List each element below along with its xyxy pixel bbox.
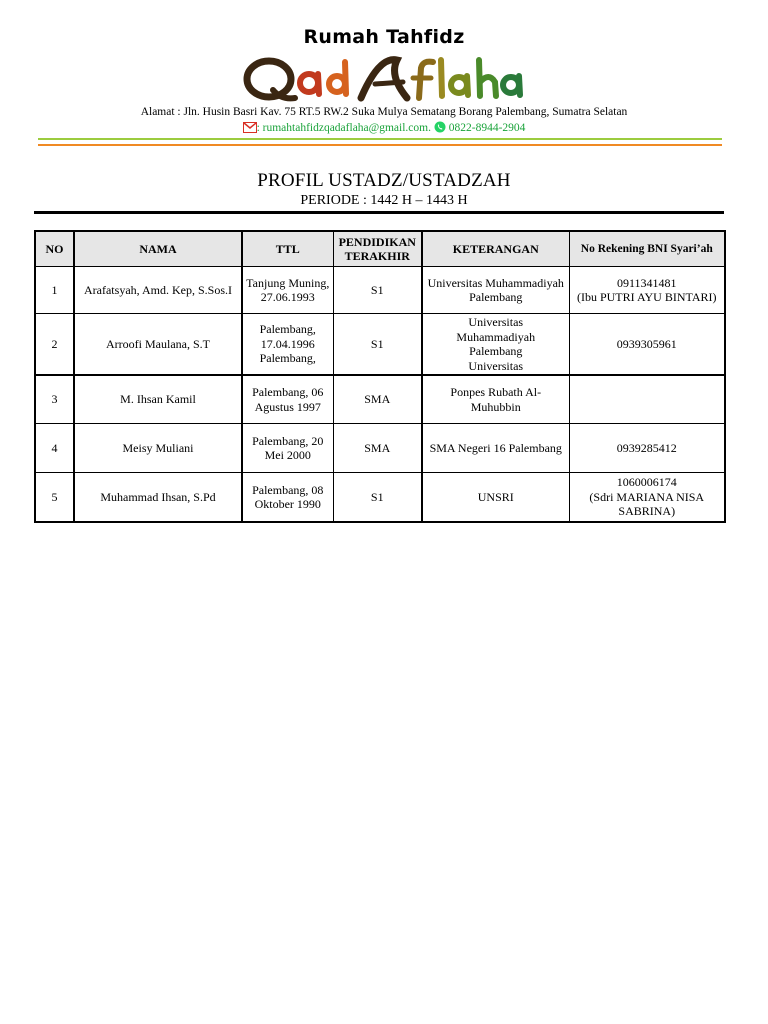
cell-keterangan: Universitas Muhammadiyah Palembang	[422, 267, 569, 314]
email[interactable]: : rumahtahfidzqadaflaha@gmail.com.	[256, 122, 431, 134]
cell-no: 2	[35, 314, 74, 376]
cell-keterangan: Universitas Muhammadiyah Palembang Universitas	[422, 314, 569, 376]
cell-pendidikan: SMA	[333, 424, 422, 473]
document-title: PROFIL USTADZ/USTADZAH	[257, 170, 511, 191]
cell-no: 3	[35, 375, 74, 424]
header-rule-orange	[38, 144, 722, 146]
header-nama: NAMA	[74, 231, 242, 267]
cell-rekening	[569, 314, 725, 376]
cell-pendidikan: SMA	[333, 375, 422, 424]
logo-wordmark	[239, 56, 529, 104]
cell-nama: Arroofi Maulana, S.T	[74, 314, 242, 376]
cell-rekening	[569, 267, 725, 314]
staff-table	[34, 230, 726, 523]
rekening-number: 0911341481	[616, 275, 677, 290]
cell-ttl: Tanjung Muning, 27.06.1993	[242, 267, 333, 314]
rekening-holder: (Ibu PUTRI AYU BINTARI)	[576, 290, 717, 304]
table-row	[35, 473, 725, 523]
cell-ttl: Palembang, 17.04.1996 Palembang,	[242, 314, 333, 376]
cell-nama: Meisy Muliani	[74, 424, 242, 473]
cell-keterangan: Ponpes Rubath Al-Muhubbin	[422, 375, 569, 424]
table-header-row	[35, 231, 725, 267]
table-row	[35, 424, 725, 473]
cell-ttl: Palembang, 20 Mei 2000	[242, 424, 333, 473]
header-pendidikan: PENDIDIKAN TERAKHIR	[333, 231, 422, 267]
rekening-number: 0939305961	[616, 336, 677, 351]
address: Alamat : Jln. Husin Basri Kav. 75 RT.5 RW.2 Suka Mulya Sematang Borang Palembang, Sumatra Selatan	[140, 106, 628, 118]
cell-no: 5	[35, 473, 74, 523]
table-row	[35, 375, 725, 424]
mail-icon	[243, 122, 257, 133]
contact-line	[0, 121, 768, 134]
cell-ttl: Palembang, 06 Agustus 1997	[242, 375, 333, 424]
rekening-holder: (Sdri MARIANA NISA SABRINA)	[589, 489, 705, 519]
table-row	[35, 267, 725, 314]
rekening-number: 1060006174	[616, 475, 677, 490]
header-rekening: No Rekening BNI Syari’ah	[569, 231, 725, 267]
document-period: PERIODE : 1442 H – 1443 H	[300, 193, 468, 208]
phone[interactable]: 0822-8944-2904	[448, 122, 526, 134]
header-rule-green	[38, 138, 722, 140]
whatsapp-icon	[434, 121, 446, 133]
org-name: Rumah Tahfidz	[303, 26, 465, 48]
cell-rekening	[569, 424, 725, 473]
cell-rekening	[569, 375, 725, 424]
title-rule	[34, 211, 724, 214]
cell-no: 4	[35, 424, 74, 473]
cell-pendidikan: S1	[333, 314, 422, 376]
cell-rekening	[569, 473, 725, 523]
cell-ttl: Palembang, 08 Oktober 1990	[242, 473, 333, 523]
header-ttl: TTL	[242, 231, 333, 267]
cell-no: 1	[35, 267, 74, 314]
qad-aflaha-logo	[0, 56, 768, 104]
header-no: NO	[35, 231, 74, 267]
cell-nama: Muhammad Ihsan, S.Pd	[74, 473, 242, 523]
cell-nama: Arafatsyah, Amd. Kep, S.Sos.I	[74, 267, 242, 314]
rekening-number: 0939285412	[616, 440, 677, 455]
table-row	[35, 314, 725, 376]
cell-keterangan: SMA Negeri 16 Palembang	[422, 424, 569, 473]
cell-pendidikan: S1	[333, 473, 422, 523]
cell-keterangan: UNSRI	[422, 473, 569, 523]
cell-pendidikan: S1	[333, 267, 422, 314]
cell-nama: M. Ihsan Kamil	[74, 375, 242, 424]
header-keterangan: KETERANGAN	[422, 231, 569, 267]
